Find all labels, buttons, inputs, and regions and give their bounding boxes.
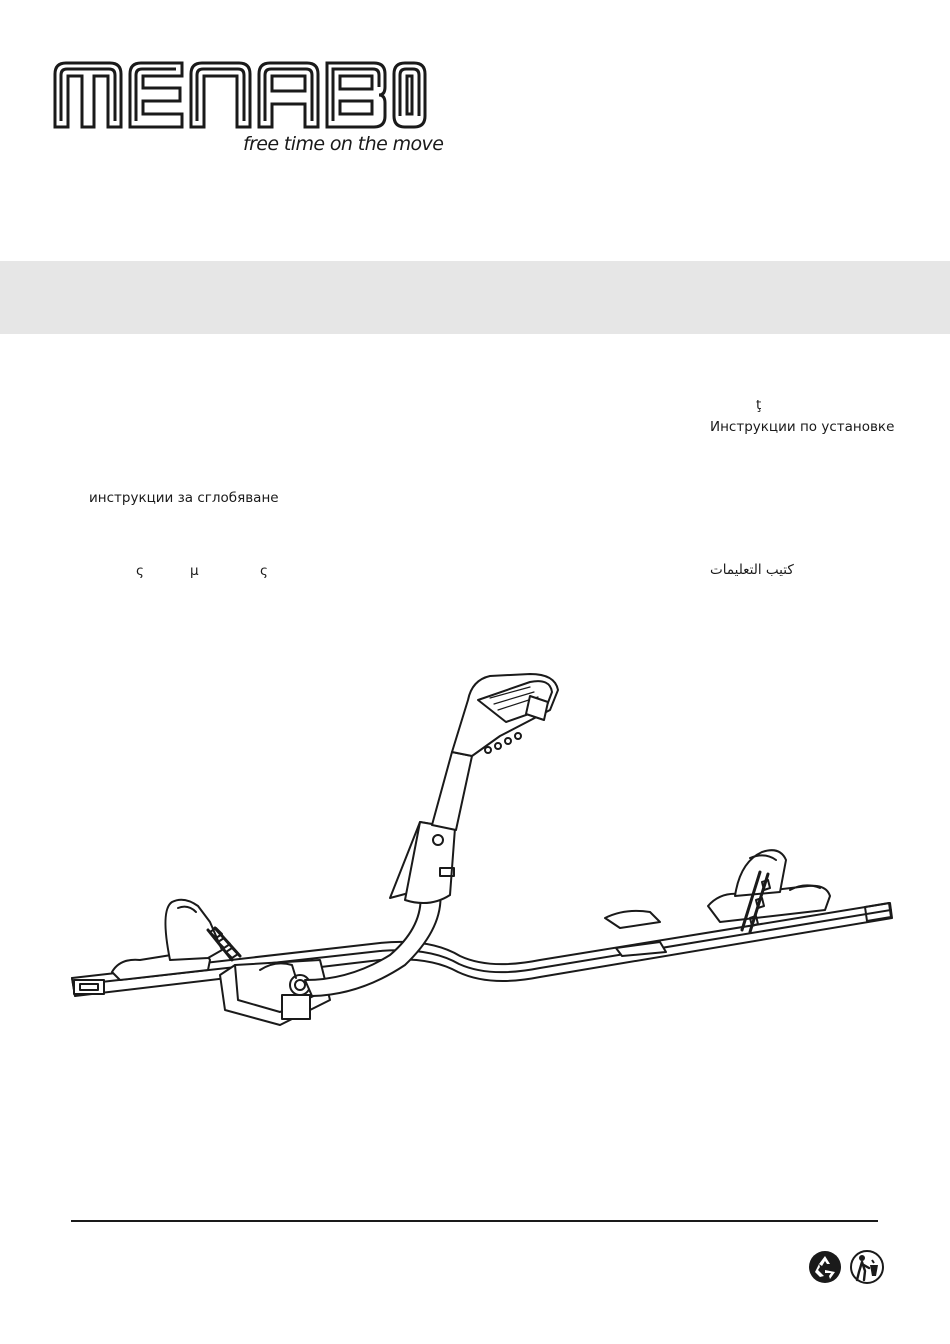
russian-label: Инструкции по установке bbox=[710, 419, 895, 435]
arabic-label: كتيب التعليمات bbox=[710, 562, 794, 578]
title-band bbox=[0, 261, 950, 334]
brand-tagline: free time on the move bbox=[243, 133, 444, 155]
greek-fragment-1: ς bbox=[136, 563, 144, 579]
brand-logo bbox=[52, 60, 428, 130]
recycle-icon bbox=[808, 1250, 842, 1284]
tidyman-icon bbox=[850, 1250, 884, 1284]
greek-fragment-3: ς bbox=[260, 563, 268, 579]
bulgarian-label: инструкции за сглобяване bbox=[89, 490, 279, 506]
bike-carrier-illustration bbox=[60, 660, 910, 1040]
greek-fragment-2: μ bbox=[190, 563, 199, 579]
footer-rule bbox=[71, 1220, 878, 1222]
romanian-label: ţ bbox=[756, 397, 762, 413]
